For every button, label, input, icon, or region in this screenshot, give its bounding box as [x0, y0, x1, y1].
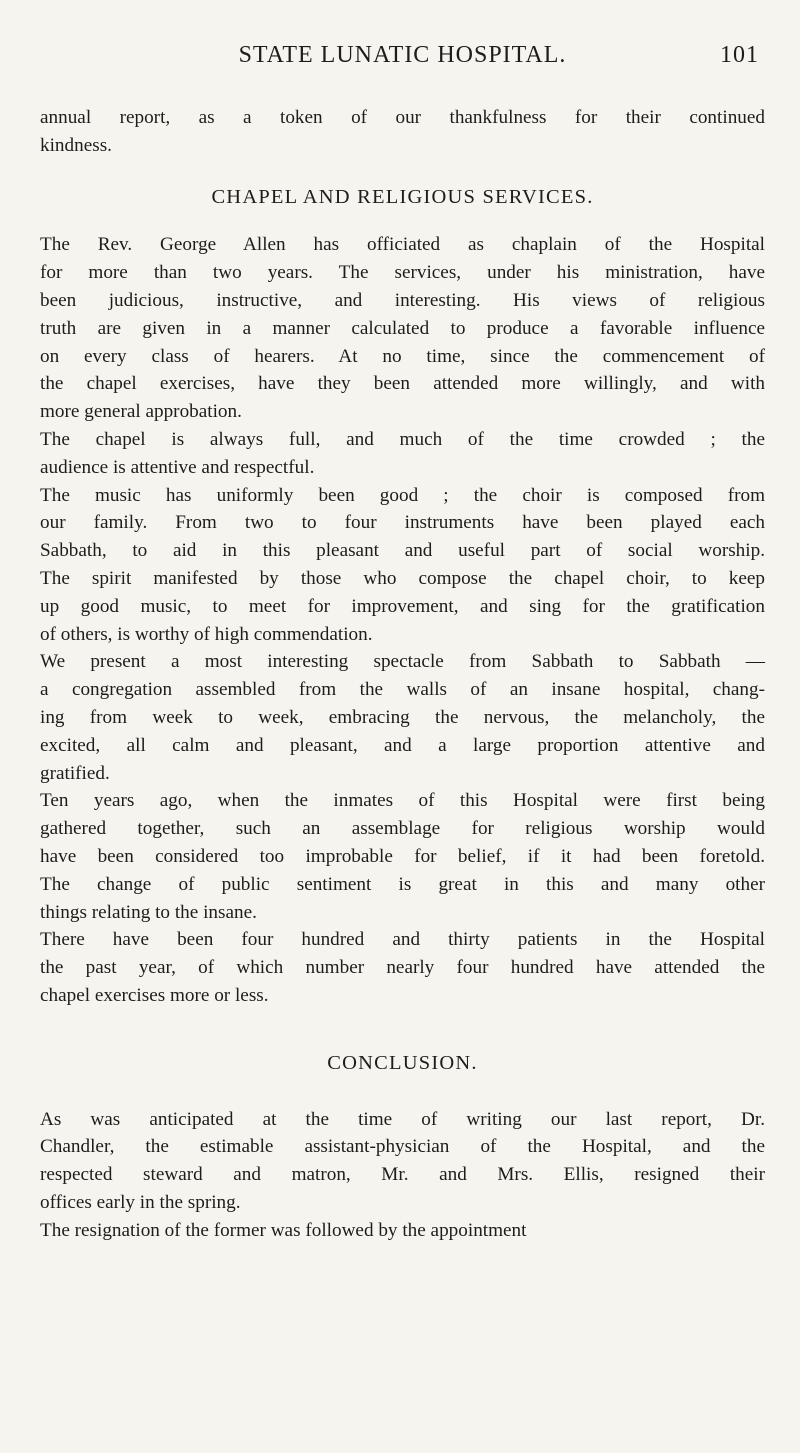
text-line: The resignation of the former was followed by the appointment: [40, 1219, 527, 1241]
text-line: The music has uniformly been good ; the choir is composed from: [40, 484, 765, 506]
paragraph: [40, 482, 765, 649]
text-line: The spirit manifested by those who compose the chapel choir, to keep: [40, 567, 765, 589]
text-line: the chapel exercises, have they been attended more willingly, and with: [40, 373, 765, 395]
text-line: for more than two years. The services, under his ministration, have: [40, 262, 765, 284]
text-line: more general approbation.: [40, 401, 242, 423]
paragraph: [40, 787, 765, 926]
text-line: offices early in the spring.: [40, 1191, 241, 1213]
section-heading-conclusion: CONCLUSION.: [327, 1051, 478, 1074]
text-line: Ten years ago, when the inmates of this Hospital were first being: [40, 790, 765, 812]
text-line: The Rev. George Allen has officiated as chaplain of the Hospital: [40, 234, 765, 256]
text-line: respected steward and matron, Mr. and Mrs. Ellis, resigned their: [40, 1164, 765, 1186]
paragraph: [40, 648, 765, 787]
section-heading-chapel: CHAPEL AND RELIGIOUS SERVICES.: [211, 185, 594, 208]
text-line: truth are given in a manner calculated to produce a favorable influence: [40, 317, 765, 339]
text-line: annual report, as a token of our thankfulness for their continued: [40, 107, 765, 128]
section-conclusion-body: [40, 1106, 765, 1245]
text-line: been judicious, instructive, and interesting. His views of religious: [40, 289, 765, 311]
text-line: things relating to the insane.: [40, 901, 257, 923]
page-number: 101: [720, 42, 759, 68]
text-line: As was anticipated at the time of writing our last report, Dr.: [40, 1108, 765, 1130]
text-line: chapel exercises more or less.: [40, 984, 269, 1006]
text-line: audience is attentive and respectful.: [40, 456, 315, 478]
text-line: There have been four hundred and thirty patients in the Hospital: [40, 929, 765, 951]
text-line: a congregation assembled from the walls of an insane hospital, chang-: [40, 679, 765, 701]
text-line: The change of public sentiment is great in this and many other: [40, 873, 765, 895]
text-line: ing from week to week, embracing the nervous, the melancholy, the: [40, 706, 765, 728]
paragraph: [40, 231, 765, 426]
intro-paragraph: [40, 104, 765, 160]
text-line: up good music, to meet for improvement, and sing for the gratification: [40, 595, 765, 617]
paragraph: [40, 1217, 765, 1245]
text-line: the past year, of which number nearly four hundred have attended the: [40, 957, 765, 979]
paragraph: [40, 1106, 765, 1217]
text-line: excited, all calm and pleasant, and a large proportion attentive and: [40, 734, 765, 756]
running-head: [40, 38, 765, 78]
text-line: Sabbath, to aid in this pleasant and useful part of social worship.: [40, 540, 765, 562]
text-line: on every class of hearers. At no time, since the commencement of: [40, 345, 765, 367]
text-line: gratified.: [40, 762, 110, 784]
body-text: [40, 104, 765, 1244]
paragraph: [40, 426, 765, 482]
text-line: of others, is worthy of high commendation.: [40, 623, 373, 645]
text-line: gathered together, such an assemblage for religious worship would: [40, 818, 765, 840]
text-line: We present a most interesting spectacle from Sabbath to Sabbath —: [40, 651, 765, 673]
running-head-title: STATE LUNATIC HOSPITAL.: [238, 42, 567, 68]
text-line: Chandler, the estimable assistant-physician of the Hospital, and the: [40, 1136, 765, 1158]
text-line: The chapel is always full, and much of the time crowded ; the: [40, 428, 765, 450]
text-line: have been considered too improbable for belief, if it had been foretold.: [40, 845, 765, 867]
text-line: our family. From two to four instruments have been played each: [40, 512, 765, 534]
paragraph: [40, 926, 765, 1009]
section-chapel-body: [40, 231, 765, 1009]
text-line: kindness.: [40, 134, 112, 156]
